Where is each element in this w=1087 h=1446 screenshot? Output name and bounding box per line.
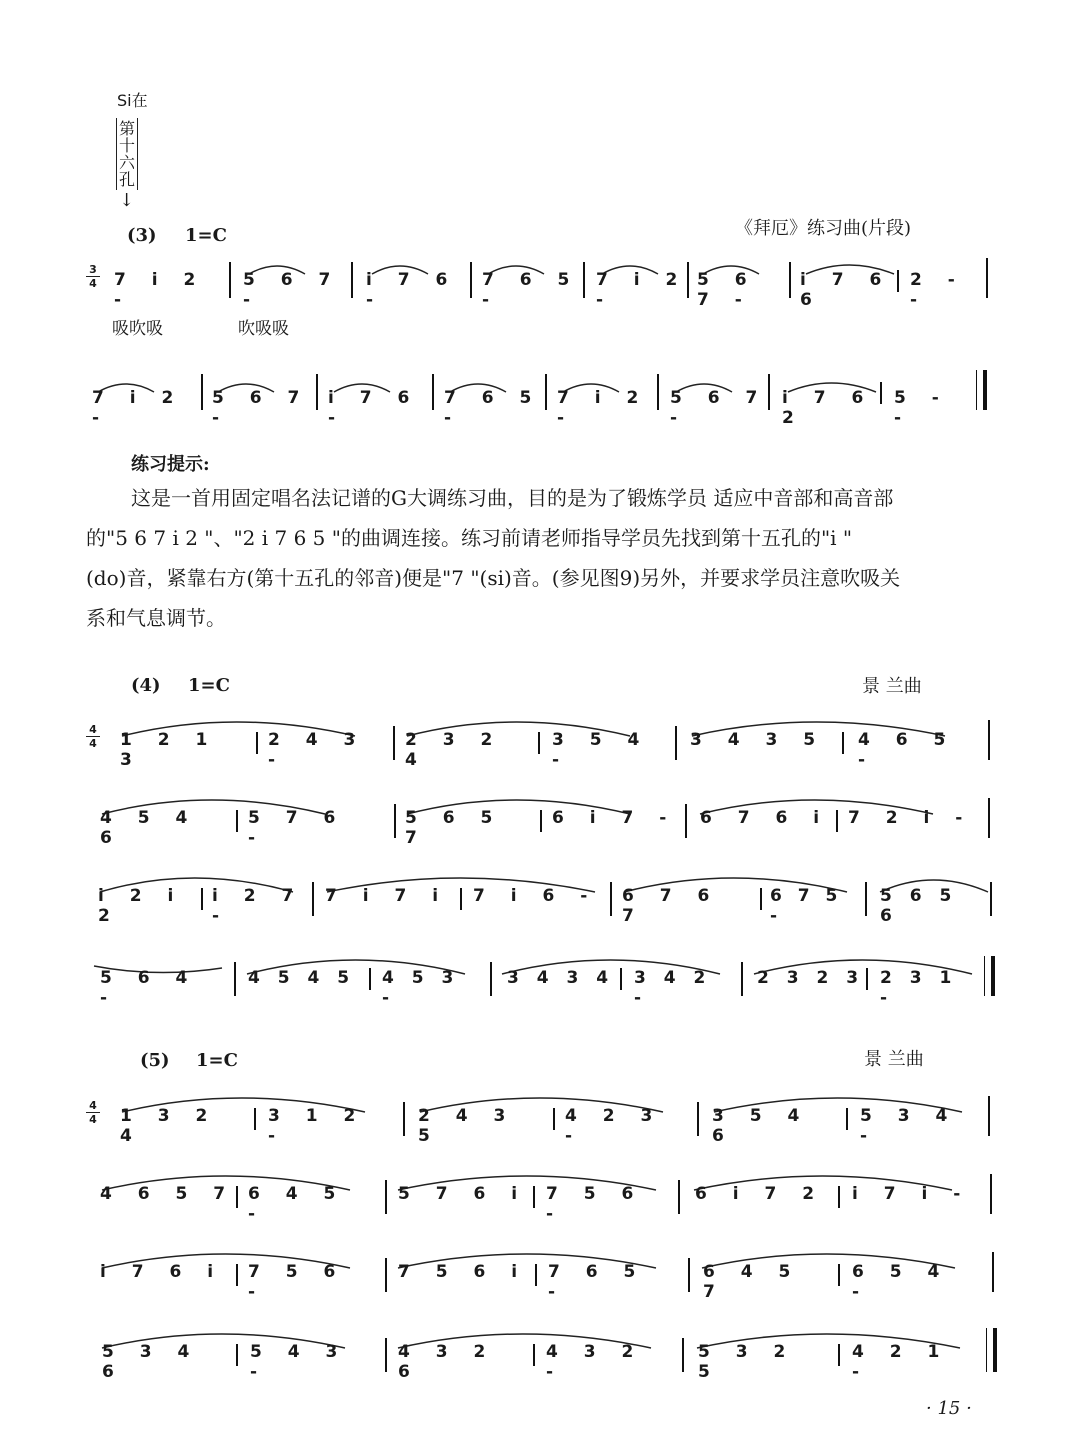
barline-dashed (254, 1108, 256, 1130)
time-sig-bottom: 4 (89, 277, 97, 290)
measure-notes: i 2 7 - (212, 886, 304, 926)
ex3-staff-row2 (0, 370, 1087, 430)
measure-notes: 5 6 7 - (697, 270, 757, 310)
measure (852, 1324, 982, 1384)
measure (398, 1244, 533, 1304)
measure (800, 252, 900, 312)
ex4-title: 景 兰曲 (862, 676, 922, 697)
vertical-char: 十 (118, 136, 135, 155)
measure (712, 1088, 847, 1148)
measure (100, 790, 230, 850)
measure-notes: 7 5 6 i (398, 1262, 528, 1282)
measure-notes: 5 6 4 - (100, 968, 198, 1008)
barline (316, 374, 318, 410)
measure (848, 790, 978, 850)
barline (988, 798, 990, 838)
barline (986, 258, 988, 298)
measure (690, 712, 830, 772)
measure (418, 1088, 553, 1148)
measure-notes: i 7 6 i (100, 1262, 224, 1282)
barline-dashed (866, 968, 868, 990)
measure (557, 370, 657, 430)
measure (120, 1088, 255, 1148)
measure (366, 252, 471, 312)
measure-notes: 5 6 5 7 (405, 808, 503, 848)
measure (248, 950, 358, 1010)
measure (325, 868, 465, 928)
ex5-staff-row1 (0, 1088, 1087, 1148)
measure-notes: 5 7 6 - (248, 808, 346, 848)
measure (910, 252, 985, 312)
measure (398, 1324, 533, 1384)
barline (432, 374, 434, 410)
measure (894, 370, 974, 430)
measure-notes: 7 i 2 - (596, 270, 688, 310)
barline-dashed (846, 1108, 848, 1130)
measure-notes: 4 2 1 - (852, 1342, 950, 1382)
barline-dashed (538, 732, 540, 754)
barline (687, 262, 689, 298)
final-barline (984, 956, 995, 996)
barline-dashed (236, 1344, 238, 1366)
measure (860, 1088, 985, 1148)
measure (405, 790, 535, 850)
measure (703, 1244, 838, 1304)
measure-notes: 3 4 3 5 (690, 730, 826, 750)
measure (695, 1166, 830, 1226)
measure (880, 950, 980, 1010)
measure-notes: 7 2 i - (848, 808, 973, 828)
ex5-key: 1=C (196, 1050, 238, 1071)
measure-notes: 3 5 4 6 (712, 1106, 810, 1146)
measure-notes: i 7 6 - (328, 388, 420, 428)
barline (583, 262, 585, 298)
measure (700, 790, 830, 850)
measure-notes: 5 3 4 - (860, 1106, 958, 1146)
barline-dashed (836, 810, 838, 832)
measure-notes: 5 7 6 i (398, 1184, 528, 1204)
barline-dashed (201, 888, 203, 910)
ex4-staff-row1 (0, 712, 1087, 772)
measure-notes: 7 i 6 - (473, 886, 598, 906)
ex5-number: (5) (140, 1050, 170, 1071)
measure-notes: 7 6 5 - (548, 1262, 646, 1302)
final-barline (976, 370, 987, 410)
measure (634, 950, 734, 1010)
vertical-label (116, 118, 138, 190)
ex5-staff-row3 (0, 1244, 1087, 1304)
time-sig-top: 4 (89, 1099, 97, 1112)
measure-notes: 7 i 2 - (92, 388, 184, 428)
time-sig-top: 3 (89, 263, 97, 276)
measure-notes: 4 3 2 6 (398, 1342, 496, 1382)
time-signature (86, 264, 100, 289)
barline (403, 1102, 405, 1136)
barline-dashed (236, 1264, 238, 1286)
ex4-key: 1=C (188, 675, 230, 696)
lyric-1: 吸吹吸 (112, 319, 163, 339)
barline (990, 1174, 992, 1214)
measure-notes: 3 1 2 - (268, 1106, 366, 1146)
barline (675, 726, 677, 760)
measure-notes: 4 5 4 5 (248, 968, 356, 988)
measure (212, 370, 312, 430)
tips-heading: 练习提示: (131, 454, 210, 475)
barline (685, 804, 687, 838)
measure (622, 868, 752, 928)
barline (229, 262, 231, 298)
barline (741, 962, 743, 996)
barline-dashed (842, 732, 844, 754)
measure-notes: 6 7 5 - (770, 886, 843, 926)
measure-notes: 5 3 2 5 (698, 1342, 796, 1382)
measure (697, 252, 792, 312)
measure-notes: 3 5 4 - (552, 730, 650, 770)
barline-dashed (236, 810, 238, 832)
ex4-staff-row4 (0, 950, 1087, 1010)
barline (385, 1258, 387, 1292)
measure (770, 868, 860, 928)
measure-notes: 6 7 6 7 (622, 886, 720, 926)
measure-notes: 4 6 5 7 (100, 1184, 236, 1204)
barline (865, 882, 867, 916)
barline (234, 962, 236, 996)
ex3-title: 《拜厄》练习曲(片段) (735, 218, 912, 239)
measure (398, 1166, 533, 1226)
measure (596, 252, 691, 312)
measure (546, 1166, 676, 1226)
barline-dashed (838, 1186, 840, 1208)
measure (482, 252, 582, 312)
barline (351, 262, 353, 298)
barline (988, 720, 990, 760)
measure (243, 252, 348, 312)
measure-notes: 7 5 6 - (546, 1184, 644, 1224)
ex5-staff-row2 (0, 1166, 1087, 1226)
measure-notes: i 7 6 2 (782, 388, 874, 428)
measure (852, 1166, 982, 1226)
ex5-staff-row4 (0, 1324, 1087, 1384)
barline (394, 804, 396, 838)
measure (92, 370, 192, 430)
time-sig-bottom: 4 (89, 1113, 97, 1126)
measure (212, 868, 312, 928)
barline (789, 262, 791, 298)
measure (98, 868, 208, 928)
measure-notes: 2 3 1 - (880, 968, 958, 1008)
barline-dashed (256, 732, 258, 754)
measure-notes: 7 6 5 - (444, 388, 542, 428)
measure-notes: 6 5 4 - (852, 1262, 950, 1302)
ex4-staff-row3 (0, 868, 1087, 928)
ex3-number: (3) (127, 225, 157, 246)
barline-dashed (369, 968, 371, 990)
measure (782, 370, 882, 430)
measure-notes: 5 - - (894, 388, 949, 428)
measure-notes: 2 4 3 - (268, 730, 366, 770)
measure-notes: 4 3 2 - (546, 1342, 644, 1382)
measure (548, 1244, 678, 1304)
measure-notes: 5 4 3 - (250, 1342, 348, 1382)
measure-notes: 3 4 3 4 (507, 968, 615, 988)
tips-line-2: 的"5 6 7 i 2 "、"2 i 7 6 5 "的曲调连接。练习前请老师指导学员先找到第十五孔的"i " (86, 526, 853, 550)
vertical-char: 六 (118, 153, 135, 172)
barline-dashed (533, 1344, 535, 1366)
measure (250, 1324, 380, 1384)
barline-dashed (620, 968, 622, 990)
measure-notes: 6 4 5 - (248, 1184, 346, 1224)
measure-notes: i 7 i - (852, 1184, 971, 1204)
time-signature (86, 1100, 100, 1125)
measure (114, 252, 214, 312)
measure (100, 1244, 240, 1304)
ex4-staff-row2 (0, 790, 1087, 850)
barline-dashed (897, 270, 899, 292)
measure-notes: 1 3 2 4 (120, 1106, 218, 1146)
measure (880, 868, 980, 928)
measure-notes: 6 i 7 - (552, 808, 677, 828)
measure (565, 1088, 695, 1148)
measure-notes: 5 3 4 6 (102, 1342, 200, 1382)
measure-notes: 4 2 3 - (565, 1106, 663, 1146)
barline (682, 1338, 684, 1372)
measure (858, 712, 978, 772)
measure-notes: 7 i 2 - (114, 270, 206, 310)
barline-dashed (838, 1264, 840, 1286)
ex5-title: 景 兰曲 (864, 1049, 924, 1070)
barline (678, 1180, 680, 1214)
barline (201, 374, 203, 410)
measure-notes: 4 6 5 - (858, 730, 956, 770)
time-sig-bottom: 4 (89, 737, 97, 750)
barline (490, 962, 492, 996)
barline (988, 1096, 990, 1136)
measure (248, 1244, 378, 1304)
measure (100, 950, 230, 1010)
lyric-2: 吹吸吸 (238, 319, 289, 339)
measure-notes: 4 5 4 6 (100, 808, 198, 848)
time-signature (86, 724, 100, 749)
barline-dashed (880, 382, 882, 404)
barline-dashed (540, 810, 542, 832)
barline-dashed (553, 1108, 555, 1130)
measure (248, 1166, 378, 1226)
measure-notes: 1 2 1 3 (120, 730, 218, 770)
barline (385, 1180, 387, 1214)
measure (328, 370, 428, 430)
barline-dashed (236, 1186, 238, 1208)
ex3-staff-row1 (0, 252, 1087, 312)
barline-dashed (838, 1344, 840, 1366)
measure (546, 1324, 676, 1384)
measure-notes: 4 5 3 - (382, 968, 460, 1008)
vertical-char: 孔 (118, 170, 135, 189)
measure-notes: 5 6 7 - (670, 388, 768, 428)
measure-notes: 6 4 5 7 (703, 1262, 801, 1302)
barline (990, 882, 992, 916)
down-arrow-icon: ↓ (119, 190, 135, 211)
vertical-char: 第 (118, 119, 135, 138)
measure (444, 370, 544, 430)
barline-dashed (533, 1186, 535, 1208)
tips-line-1: 这是一首用固定唱名法记谱的G大调练习曲，目的是为了锻炼学员 适应中音部和高音部 (131, 486, 894, 510)
measure (382, 950, 482, 1010)
measure (852, 1244, 982, 1304)
measure (405, 712, 535, 772)
measure-notes: 5 6 7 - (212, 388, 310, 428)
time-sig-top: 4 (89, 723, 97, 736)
barline-dashed (760, 888, 762, 910)
barline-dashed (535, 1264, 537, 1286)
measure (507, 950, 617, 1010)
tips-line-4: 系和气息调节。 (86, 606, 226, 630)
barline (610, 882, 612, 916)
measure (268, 712, 388, 772)
measure-notes: i 7 6 6 (800, 270, 892, 310)
barline (385, 1338, 387, 1372)
measure (552, 790, 682, 850)
barline (470, 262, 472, 298)
tips-line-3: (do)音，紧靠右方(第十五孔的邻音)便是"7 "(si)音。(参见图9)另外，并要求学员注意吹吸关 (86, 566, 901, 590)
measure (670, 370, 770, 430)
barline (312, 882, 314, 916)
measure-notes: i 7 6 - (366, 270, 458, 310)
barline (393, 726, 395, 760)
measure (757, 950, 867, 1010)
barline-dashed (460, 888, 462, 910)
measure-notes: i 2 i 2 (98, 886, 184, 926)
measure (120, 712, 240, 772)
measure (102, 1324, 237, 1384)
measure-notes: 2 3 2 4 (405, 730, 503, 770)
measure (473, 868, 603, 928)
measure (698, 1324, 833, 1384)
measure-notes: 5 6 7 - (243, 270, 341, 310)
measure-notes: 6 i 7 2 (695, 1184, 825, 1204)
measure (268, 1088, 398, 1148)
final-barline (986, 1328, 997, 1372)
barline (697, 1102, 699, 1136)
barline (992, 1252, 994, 1292)
measure-notes: 5 6 5 6 (880, 886, 958, 926)
measure-notes: 7 6 5 - (482, 270, 580, 310)
measure-notes: 7 5 6 - (248, 1262, 346, 1302)
measure-notes: 3 4 2 - (634, 968, 712, 1008)
measure (248, 790, 378, 850)
si-label: Si在 (117, 91, 148, 110)
measure (552, 712, 672, 772)
page-number: · 15 · (926, 1398, 972, 1419)
ex4-number: (4) (131, 675, 161, 696)
measure-notes: 7 i 7 i (325, 886, 449, 906)
measure (100, 1166, 240, 1226)
barline (768, 374, 770, 410)
ex3-key: 1=C (185, 225, 227, 246)
barline (688, 1258, 690, 1292)
barline (545, 374, 547, 410)
barline (657, 374, 659, 410)
measure-notes: 7 i 2 - (557, 388, 649, 428)
measure-notes: 2 4 3 5 (418, 1106, 516, 1146)
measure-notes: 6 7 6 i (700, 808, 830, 828)
measure-notes: 2 - - (910, 270, 965, 310)
measure-notes: 2 3 2 3 (757, 968, 865, 988)
